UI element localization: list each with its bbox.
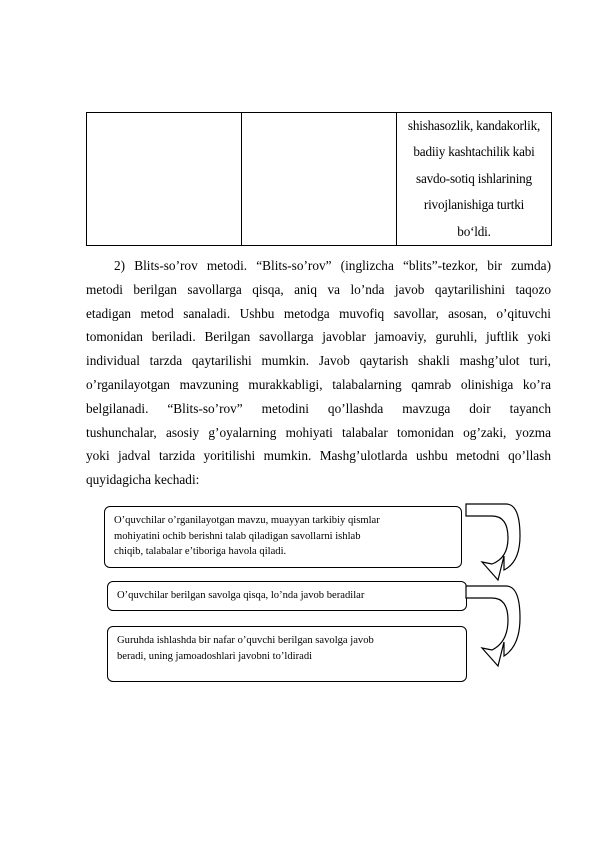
paragraph-line: belgilanadi. “Blits-so’rov” metodini qo’llashda mavzuga doir tayanch [86, 400, 551, 416]
body-paragraph [86, 254, 551, 492]
paragraph-line: metodi berilgan savollarga qisqa, aniq va lo’nda javob qaytarilishini taqozo [86, 281, 551, 297]
step-1-line: mohiyatini ochib berishni talab qiladigan savollarni ishlab [114, 530, 361, 542]
step-box-2 [107, 581, 467, 611]
step-box-1 [104, 506, 462, 568]
curved-arrow-2-icon [466, 586, 520, 666]
step-1-line: chiqib, talabalar e’tiboriga havola qiladi. [114, 546, 287, 557]
step-3-line: Guruhda ishlashda bir nafar o’quvchi berilgan savolga javob [117, 635, 374, 646]
content-table [86, 112, 552, 246]
table-row [87, 113, 552, 246]
cell-line: shishasozlik, kandakorlik, [407, 118, 541, 133]
table-cell-text [397, 113, 552, 246]
paragraph-line: etadigan metod sanaladi. Ushbu metodga muvofiq savollar, asosan, o’qituvchi [86, 305, 551, 321]
step-box-3 [107, 626, 467, 682]
table-cell-empty-1 [87, 113, 242, 246]
paragraph-line: tomonidan beriladi. Berilgan savollarga javoblar jamoaviy, guruhli, juftlik yoki [86, 329, 551, 345]
paragraph-line: tushunchalar, asosiy g’oyalarning mohiyati talabalar tomonidan og’zaki, yozma [86, 424, 551, 440]
step-2-text: O’quvchilar berilgan savolga qisqa, lo’nda javob beradilar [117, 590, 365, 601]
step-3-line: beradi, uning jamoadoshlari javobni to’ldiradi [117, 650, 313, 662]
paragraph-line: individual tarzda qaytarilishi mumkin. Javob qaytarish shakli mashg’ulot turi, [86, 353, 551, 369]
paragraph-line: yoki jadval tarzida yoritilishi mumkin. Mashg’ulotlarda ushbu metodni qo’llash [86, 448, 551, 464]
curved-arrows [462, 500, 524, 670]
paragraph-line: o’rganilayotgan mavzuning murakkabligi, talabalarning qamrab olinishiga ko’ra [86, 376, 551, 392]
cell-line: savdo-sotiq ishlarining [416, 170, 532, 186]
paragraph-line: 2) Blits-so’rov metodi. “Blits-so’rov” (inglizcha “blits”-tezkor, bir zumda) [114, 258, 551, 273]
step-1-line: O’quvchilar o’rganilayotgan mavzu, muayyan tarkibiy qismlar [114, 515, 380, 526]
table-cell-empty-2 [242, 113, 397, 246]
cell-line: rivojlanishiga turtki [423, 197, 525, 213]
paragraph-line: quyidagicha kechadi: [86, 472, 200, 488]
curved-arrow-1-icon [466, 504, 520, 580]
cell-line: badiiy kashtachilik kabi [413, 144, 535, 160]
cell-line: bo‘ldi. [457, 223, 491, 239]
